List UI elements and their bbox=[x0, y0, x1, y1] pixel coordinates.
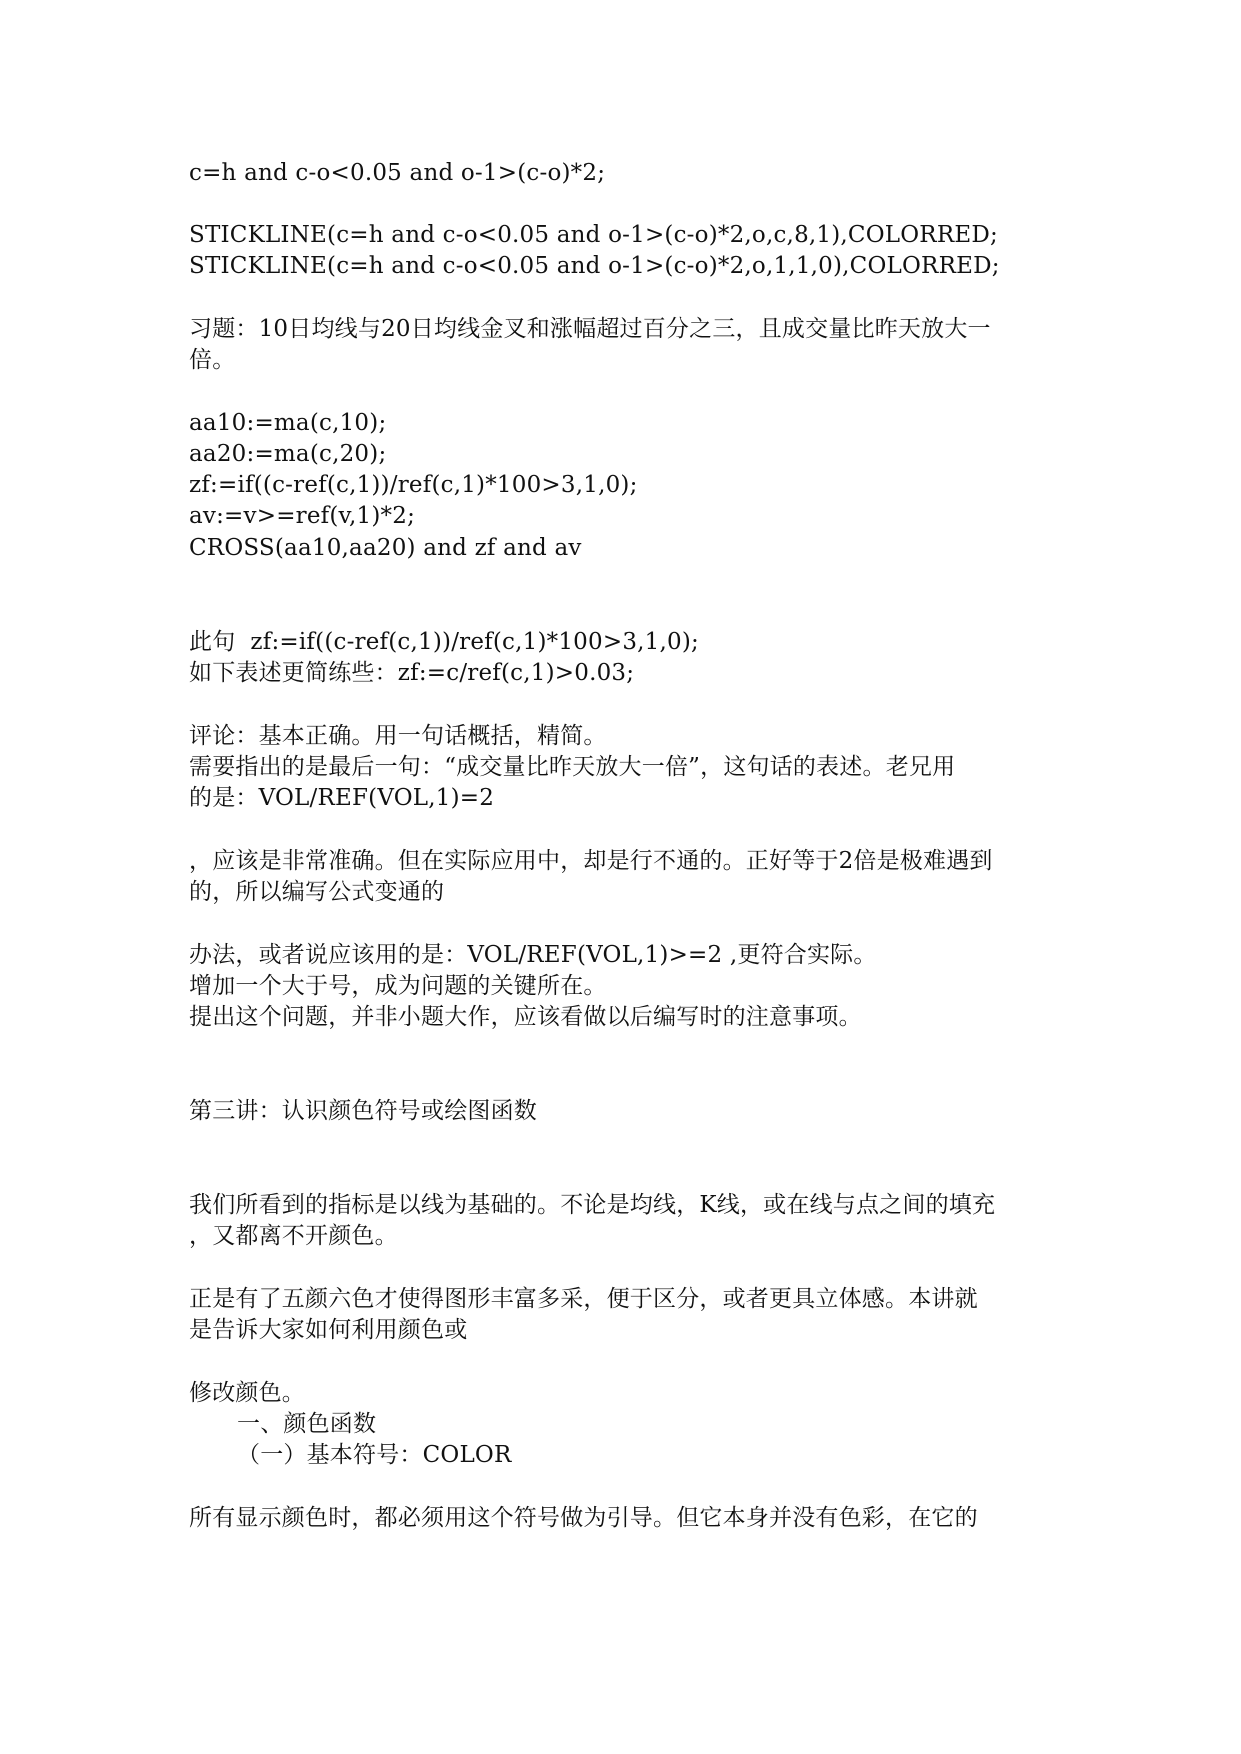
formula-line: aa20:=ma(c,20); bbox=[189, 441, 387, 467]
formula-line: zf:=if((c-ref(c,1))/ref(c,1)*100>3,1,0); bbox=[189, 472, 638, 498]
paragraph-line: 的是：VOL/REF(VOL,1)=2 bbox=[189, 785, 495, 811]
paragraph-line: 需要指出的是最后一句：“成交量比昨天放大一倍”，这句话的表述。老兄用 bbox=[189, 754, 956, 780]
section-heading: 第三讲：认识颜色符号或绘图函数 bbox=[189, 1098, 537, 1124]
paragraph-line: 正是有了五颜六色才使得图形丰富多采，便于区分，或者更具立体感。本讲就 bbox=[189, 1286, 978, 1312]
paragraph-line: 所有显示颜色时，都必须用这个符号做为引导。但它本身并没有色彩，在它的 bbox=[189, 1505, 978, 1531]
subsection-heading: （一）基本符号：COLOR bbox=[237, 1442, 512, 1468]
paragraph-line: 此句 zf:=if((c-ref(c,1))/ref(c,1)*100>3,1,0); bbox=[189, 629, 699, 655]
paragraph-line: 提出这个问题，并非小题大作，应该看做以后编写时的注意事项。 bbox=[189, 1004, 862, 1030]
paragraph-line: 评论：基本正确。用一句话概括，精简。 bbox=[189, 723, 607, 749]
paragraph-line: 增加一个大于号，成为问题的关键所在。 bbox=[189, 973, 607, 999]
formula-line: STICKLINE(c=h and c-o<0.05 and o-1>(c-o)*2,o,c,8,1),COLORRED; bbox=[189, 222, 998, 248]
paragraph-line: 我们所看到的指标是以线为基础的。不论是均线，K线，或在线与点之间的填充 bbox=[189, 1192, 996, 1218]
paragraph-line: 是告诉大家如何利用颜色或 bbox=[189, 1317, 468, 1343]
paragraph-line: 的，所以编写公式变通的 bbox=[189, 879, 445, 905]
formula-line: CROSS(aa10,aa20) and zf and av bbox=[189, 535, 582, 561]
formula-line: c=h and c-o<0.05 and o-1>(c-o)*2; bbox=[189, 160, 606, 186]
paragraph-line: ，又都离不开颜色。 bbox=[189, 1223, 398, 1249]
subsection-heading: 一、颜色函数 bbox=[237, 1411, 377, 1437]
paragraph-line: 如下表述更简练些：zf:=c/ref(c,1)>0.03; bbox=[189, 660, 635, 686]
exercise-text: 倍。 bbox=[189, 347, 236, 373]
formula-line: aa10:=ma(c,10); bbox=[189, 410, 387, 436]
exercise-text: 习题：10日均线与20日均线金叉和涨幅超过百分之三，且成交量比昨天放大一 bbox=[189, 316, 991, 342]
paragraph-line: 修改颜色。 bbox=[189, 1380, 305, 1406]
paragraph-line: 办法，或者说应该用的是：VOL/REF(VOL,1)>=2 ,更符合实际。 bbox=[189, 942, 877, 968]
formula-line: av:=v>=ref(v,1)*2; bbox=[189, 503, 416, 529]
formula-line: STICKLINE(c=h and c-o<0.05 and o-1>(c-o)*2,o,1,1,0),COLORRED; bbox=[189, 253, 1000, 279]
paragraph-line: ，应该是非常准确。但在实际应用中，却是行不通的。正好等于2倍是极难遇到 bbox=[189, 848, 993, 874]
